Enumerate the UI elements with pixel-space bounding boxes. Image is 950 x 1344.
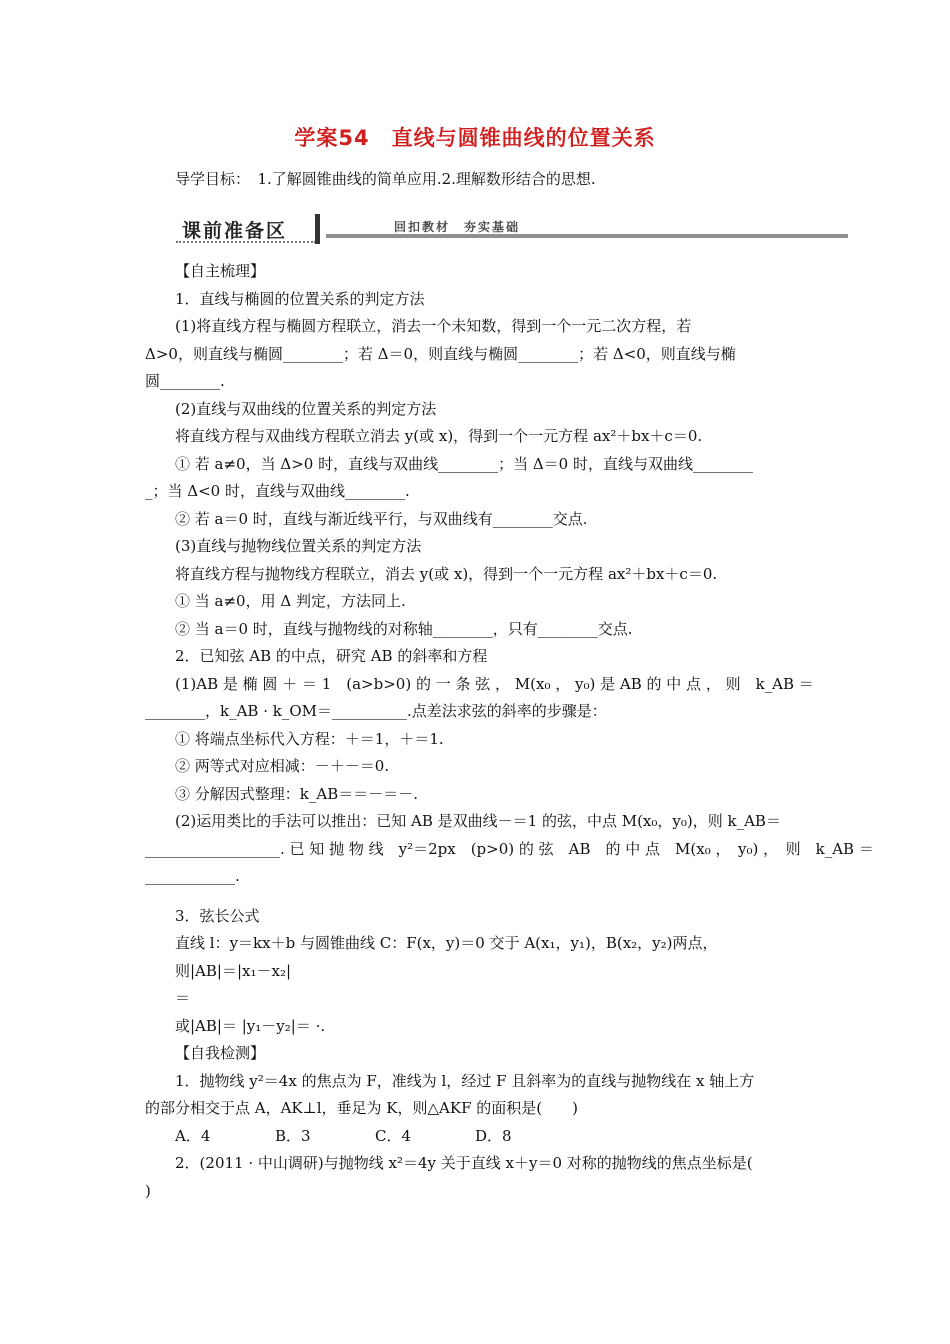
paragraph-line: (1)AB 是 椭 圆 ＋ ＝ 1 (a>b>0) 的 一 条 弦 ， M(x₀ ， y₀) 是 AB 的 中 点 ， 则 k_AB ＝ xyxy=(175,674,814,693)
banner-underline xyxy=(176,241,316,245)
option-a: A．4 xyxy=(175,1126,211,1145)
paragraph-line: __________________. 已 知 抛 物 线 y²＝2px (p>0) 的 弦 AB 的 中 点 M(x₀ ， y₀) ， 则 k_AB ＝ xyxy=(145,839,874,858)
question-1-line: 1．抛物线 y²＝4x 的焦点为 F，准线为 l，经过 F 且斜率为的直线与抛物线在 x 轴上方 xyxy=(175,1071,755,1090)
answer-options xyxy=(145,1123,807,1151)
paragraph-line: 直线 l：y＝kx＋b 与圆锥曲线 C：F(x，y)＝0 交于 A(x₁，y₁)，B(x₂，y₂)两点， xyxy=(175,934,718,952)
question-2-line: ) xyxy=(145,1181,151,1200)
paragraph-line: ________，k_AB · k_OM＝__________.点差法求弦的斜率的步骤是： xyxy=(145,702,607,720)
item-1-heading: 1．直线与椭圆的位置关系的判定方法 xyxy=(175,289,425,308)
paragraph-line: ① 若 a≠0，当 Δ>0 时，直线与双曲线________；当 Δ＝0 时，直线与双曲线________ xyxy=(175,454,753,473)
item-2-heading: 2．已知弦 AB 的中点，研究 AB 的斜率和方程 xyxy=(175,647,488,665)
paragraph-line: 圆________. xyxy=(145,372,225,390)
paragraph-line: ② 当 a＝0 时，直线与抛物线的对称轴________，只有________交点. xyxy=(175,619,633,638)
section-banner xyxy=(176,214,848,246)
paragraph-line: ① 当 a≠0，用 Δ 判定，方法同上. xyxy=(175,592,406,610)
paragraph-line: ② 两等式对应相减：－＋－＝0. xyxy=(175,757,390,775)
heading-self-review: 【自主梳理】 xyxy=(175,262,266,280)
heading-self-test: 【自我检测】 xyxy=(175,1044,266,1062)
paragraph-line: 则|AB|＝|x₁－x₂| xyxy=(175,961,292,980)
section-tag: 课前准备区 xyxy=(182,220,288,242)
paragraph-line: ② 若 a＝0 时，直线与渐近线平行，与双曲线有________交点. xyxy=(175,509,588,528)
banner-divider xyxy=(315,214,320,244)
question-2-line: 2．(2011 · 中山调研)与抛物线 x²＝4y 关于直线 x＋y＝0 对称的抛物线的焦点坐标是( xyxy=(175,1154,753,1172)
item-3-heading: 3．弦长公式 xyxy=(175,906,260,925)
option-b: B．3 xyxy=(275,1126,311,1145)
paragraph-line: _；当 Δ<0 时，直线与双曲线________. xyxy=(145,482,410,500)
page-title: 学案54 直线与圆锥曲线的位置关系 xyxy=(294,126,656,150)
option-d: D．8 xyxy=(475,1126,512,1145)
paragraph-line: ____________. xyxy=(145,867,240,885)
paragraph-line: 或|AB|＝ |y₁－y₂|＝ ·. xyxy=(175,1016,326,1035)
paragraph-line: ③ 分解因式整理：k_AB＝＝－＝－. xyxy=(175,784,418,803)
paragraph-line: (2)直线与双曲线的位置关系的判定方法 xyxy=(175,399,437,418)
learning-goal: 导学目标： 1.了解圆锥曲线的简单应用.2.理解数形结合的思想. xyxy=(175,170,596,188)
paragraph-line: (3)直线与抛物线位置关系的判定方法 xyxy=(175,537,422,555)
main-content xyxy=(145,258,874,1205)
paragraph-line: Δ>0，则直线与椭圆________；若 Δ＝0，则直线与椭圆________；若 Δ<0，则直线与椭 xyxy=(145,344,736,363)
section-subtitle: 回扣教材 夯实基础 xyxy=(394,220,521,234)
question-1-line: 的部分相交于点 A，AK⊥l，垂足为 K，则△AKF 的面积是( ) xyxy=(145,1099,578,1117)
paragraph-line: ① 将端点坐标代入方程：＋＝1，＋＝1. xyxy=(175,729,444,748)
option-c: C．4 xyxy=(375,1126,412,1145)
paragraph-line: 将直线方程与双曲线方程联立消去 y(或 x)，得到一个一元方程 ax²＋bx＋c＝0. xyxy=(175,427,703,445)
paragraph-line: 将直线方程与抛物线方程联立，消去 y(或 x)，得到一个一元方程 ax²＋bx＋c＝0. xyxy=(175,564,718,583)
paragraph-line: ＝ xyxy=(175,989,191,1007)
paragraph-line: (1)将直线方程与椭圆方程联立，消去一个未知数，得到一个一元二次方程，若 xyxy=(175,317,692,335)
paragraph-line: (2)运用类比的手法可以推出：已知 AB 是双曲线－＝1 的弦，中点 M(x₀，y₀)，则 k_AB＝ xyxy=(175,812,781,830)
